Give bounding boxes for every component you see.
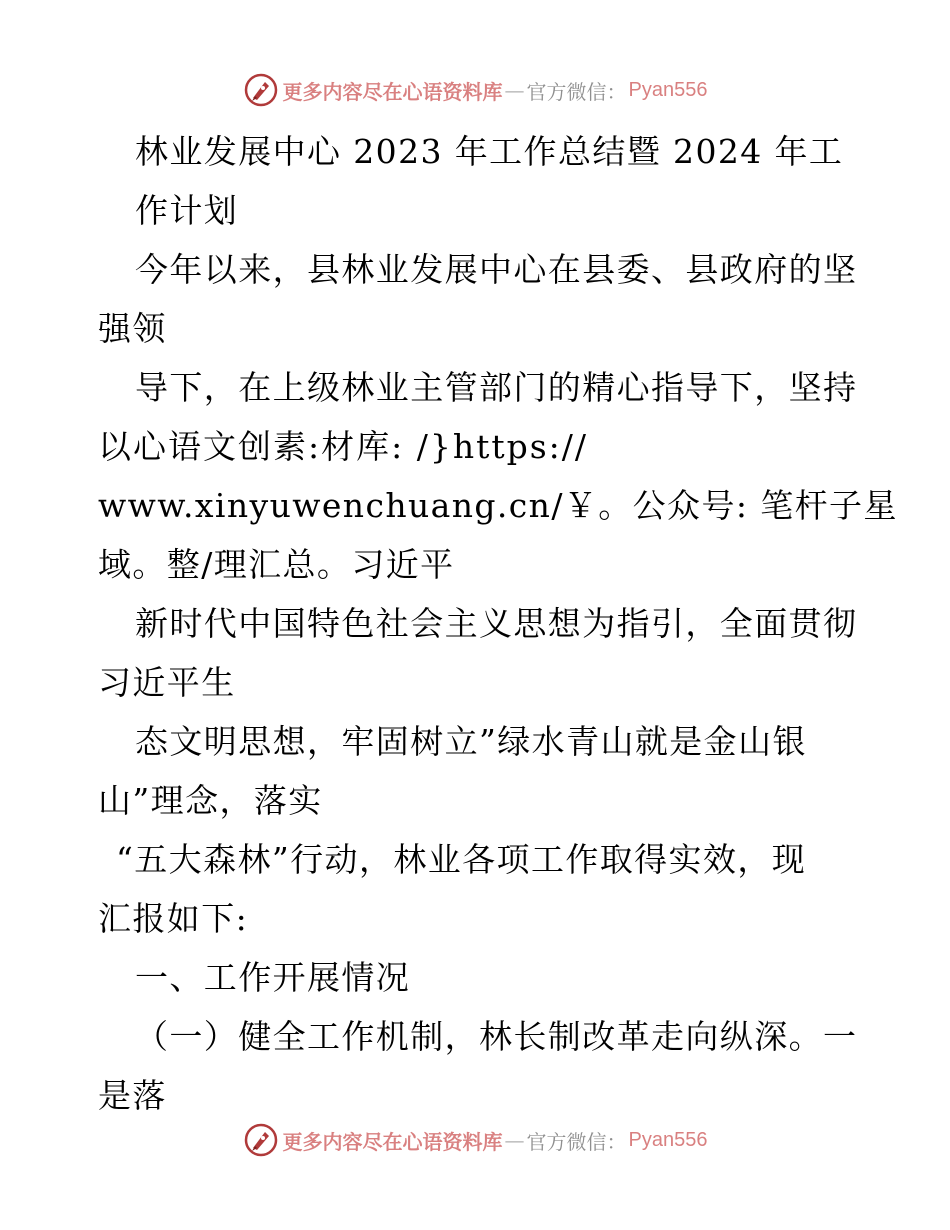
watermark-official-label: 官方微信： [526, 79, 627, 104]
paragraph-line: 新时代中国特色社会主义思想为指引，全面贯彻 [135, 604, 858, 643]
fountain-pen-logo-icon [243, 1122, 279, 1158]
subsection-heading: （一）健全工作机制，林长制改革走向纵深。一 [135, 1017, 858, 1056]
watermark-wechat-id: Pyan556 [628, 1128, 708, 1151]
title-line-2: 作计划 [135, 191, 239, 230]
paragraph-line: 汇报如下: [98, 899, 249, 938]
document-body [98, 122, 898, 1125]
watermark-dash: — [504, 78, 525, 102]
paragraph-line: 以心语文创素:材库: /}https:// [98, 427, 589, 466]
paragraph-line: 态文明思想，牢固树立”绿水青山就是金山银 [135, 722, 807, 761]
watermark-official-label: 官方微信： [526, 1129, 627, 1154]
paragraph-line: 导下，在上级林业主管部门的精心指导下，坚持 [135, 368, 858, 407]
watermark-wechat-id: Pyan556 [628, 78, 708, 101]
title-line-1: 林业发展中心 2023 年工作总结暨 2024 年工 [135, 132, 844, 171]
header-watermark [0, 70, 950, 110]
watermark-brand: 更多内容尽在心语资料库 [282, 79, 503, 104]
watermark-brand: 更多内容尽在心语资料库 [282, 1129, 503, 1154]
paragraph-line: “五大森林”行动，林业各项工作取得实效，现 [116, 840, 807, 879]
paragraph-line: 强领 [98, 309, 167, 348]
fountain-pen-logo-icon [243, 72, 279, 108]
paragraph-line: 是落 [98, 1076, 167, 1115]
paragraph-line: 今年以来，县林业发展中心在县委、县政府的坚 [135, 250, 858, 289]
paragraph-line: 域。整/理汇总。习近平 [98, 545, 455, 584]
section-heading: 一、工作开展情况 [135, 958, 411, 997]
paragraph-line: 山”理念，落实 [98, 781, 323, 820]
paragraph-line: www.xinyuwenchuang.cn/￥。公众号: 笔杆子星 [98, 486, 898, 525]
footer-watermark [0, 1120, 950, 1160]
watermark-dash: — [504, 1128, 525, 1152]
paragraph-line: 习近平生 [98, 663, 236, 702]
